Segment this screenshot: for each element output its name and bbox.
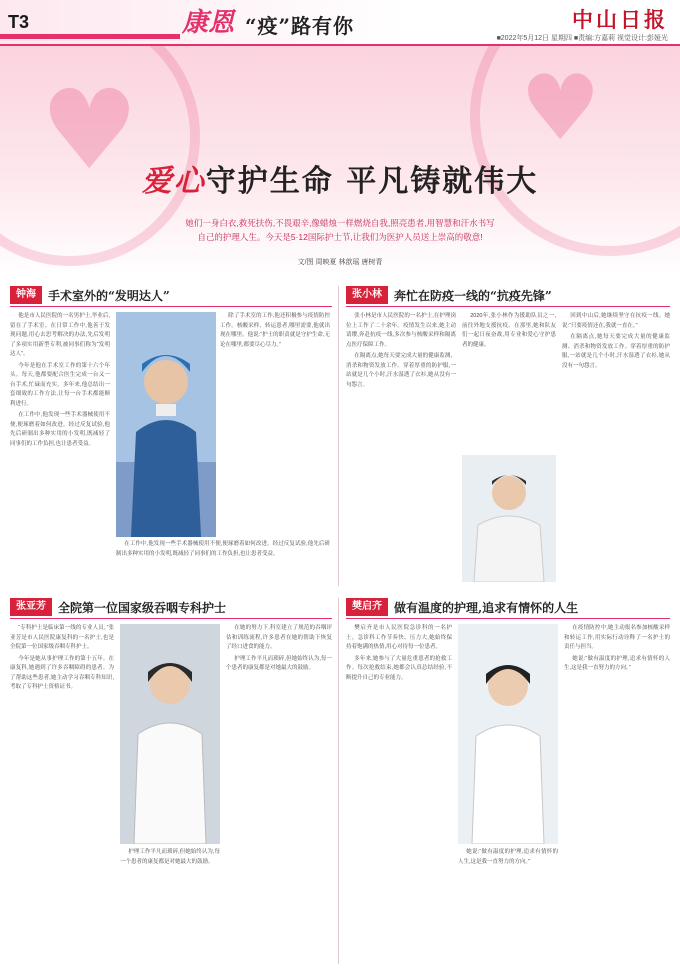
- section-rule: [346, 618, 670, 619]
- paragraph: 多年来,她参与了大量危重患者的抢救工作。每次抢救结束,她都会认真总结经验,不断提升自己的专业能力。: [346, 655, 452, 681]
- section-rule: [10, 618, 332, 619]
- paragraph: 她说:“做有温度的护理,追求有情怀的人生,这是我一直努力的方向。”: [564, 655, 670, 671]
- paragraph: 张小林是市人民医院的一名护士,在护理岗位上工作了二十余年。疫情发生以来,她主动请缨,奔赴抗疫一线,多次参与核酸采样和隔离点医疗保障工作。: [346, 313, 456, 348]
- nurse-photo: [120, 624, 220, 844]
- section-rule: [10, 306, 332, 307]
- paragraph: 在工作中,他发现一些手术器械使用不便,便琢磨着如何改进。经过反复试验,他先后研制出多种实用的小发明,既减轻了同事们的工作负担,也让患者受益。: [116, 541, 330, 557]
- article-column: [346, 624, 452, 964]
- nurse-photo: [462, 455, 556, 582]
- masthead: [0, 0, 680, 46]
- nurse-photo: [116, 312, 216, 537]
- paragraph: 在工作中,他发现一些手术器械使用不便,便琢磨着如何改进。经过反复试验,他先后研制出多种实用的小发明,既减轻了同事们的工作负担,也让患者受益。: [10, 412, 110, 447]
- section-tag: 钟海: [10, 286, 42, 304]
- dateline: ■2022年5月12日 星期四 ■责编:方嘉莉 视觉设计:彭娅光: [496, 35, 668, 42]
- column-divider: [338, 286, 339, 586]
- article-column: [10, 624, 114, 964]
- hero-intro: [120, 216, 560, 244]
- section-rule: [346, 306, 670, 307]
- paragraph: 樊启齐是市人民医院急诊科的一名护士。急诊科工作节奏快、压力大,她始终保持着饱满的热情,用心对待每一位患者。: [346, 625, 452, 650]
- accent-stripe: [0, 34, 180, 39]
- paragraph: 2020年,张小林作为援助队员之一,前往外地支援抗疫。在那里,她和队友们一起日夜奋战,用专业和爱心守护患者的健康。: [462, 313, 556, 348]
- paragraph: 在疫情防控中,她主动报名参加核酸采样和转运工作,用实际行动诠释了一名护士的责任与担当。: [564, 625, 670, 650]
- section-tag: 张小林: [346, 286, 388, 304]
- paragraph: 他是市人民医院的一名男护士,毕业后,留在了手术室。在日常工作中,他善于发现问题,用心去思考解决的办法,先后发明了多项实用新型专利,被同事们称为“发明达人”。: [10, 313, 110, 357]
- heart-icon: ♥: [520, 56, 601, 161]
- paragraph: 回到中山后,她继续坚守在抗疫一线。她说:“只要疫情还在,我就一直在。”: [562, 313, 670, 329]
- hero-intro-line: 她们一身白衣,救死扶伤,不畏艰辛,像蜡烛一样燃烧自我,照亮患者,用智慧和汗水书写: [185, 218, 495, 228]
- hero-banner: [0, 46, 680, 276]
- hero-title-rest: 守护生命 平凡铸就伟大: [205, 164, 539, 199]
- paragraph: 护理工作平凡而琐碎,但她始终认为,每一个患者的康复都是对她最大的鼓励。: [120, 849, 220, 865]
- hero-title-red: 爱心: [141, 164, 206, 199]
- paragraph: 今年是他在手术室工作的第十六个年头。每天,他都要配合医生完成一台又一台手术,忙碌而充实。多年来,他总结出一套细致的工作方法,让每一台手术都能顺利进行。: [10, 362, 110, 407]
- paragraph: 她说:“做有温度的护理,追求有情怀的人生,这是我一直努力的方向。”: [458, 849, 558, 865]
- article-column: [116, 540, 330, 585]
- section-title: 奔忙在防疫一线的“抗疫先锋”: [394, 288, 552, 303]
- article-column: [226, 624, 332, 964]
- section-header: [346, 286, 552, 304]
- slogan: “疫”路有你: [245, 14, 355, 38]
- paragraph: 在隔离点,她每天要完成大量的健康监测、消杀和物资发放工作。穿着厚重的防护服,一站就是几个小时,汗水湿透了衣衫,她从没有一句怨言。: [346, 353, 456, 388]
- article-column: [562, 312, 670, 582]
- nurse-photo: [458, 624, 558, 844]
- section-tag: 樊启齐: [346, 598, 388, 616]
- paragraph: 今年是她从事护理工作的第十五年。在康复科,她遇到了许多吞咽障碍的患者。为了帮助这些患者,她主动学习吞咽专科知识,考取了专科护士资格证书。: [10, 655, 114, 690]
- section-title: 手术室外的“发明达人”: [48, 288, 170, 303]
- section-tag: 张亚芳: [10, 598, 52, 616]
- article-column: [10, 312, 110, 582]
- hero-intro-line: 自己的护理人生。今天是5·12国际护士节,让我们为医护人员送上崇高的敬意!: [197, 232, 483, 242]
- section-header: [10, 286, 170, 304]
- paragraph: 护理工作平凡而琐碎,但她始终认为,每一个患者的康复都是对她最大的鼓励。: [226, 655, 332, 671]
- section-title: 做有温度的护理,追求有情怀的人生: [394, 600, 579, 615]
- article-column: [564, 624, 670, 964]
- paragraph: 在她的努力下,科室建立了规范的吞咽评估和训练流程,许多患者在她的帮助下恢复了经口进食的能力。: [226, 625, 332, 650]
- heart-icon: ♥: [40, 66, 139, 194]
- newspaper-brand: 中山日报: [572, 7, 668, 32]
- section-header: [346, 598, 578, 616]
- section-header: [10, 598, 226, 616]
- paragraph: “专科护士是临床第一线的专业人员。”张亚芳是市人民医院康复科的一名护士,也是全院第一位国家级吞咽专科护士。: [10, 625, 114, 650]
- article-column: [346, 312, 456, 582]
- section-title: 全院第一位国家级吞咽专科护士: [58, 600, 227, 615]
- byline: 文/图 周映夏 林歆瑶 唐树青: [297, 259, 383, 266]
- article-column: [220, 312, 330, 537]
- article-column: [462, 312, 556, 452]
- paragraph: 除了手术室的工作,他还积极参与疫情防控工作。核酸采样、转运患者,哪里需要,他就出现在哪里。他说:“护士的职责就是守护生命,无论在哪里,都要尽心尽力。”: [220, 313, 330, 348]
- column-divider: [338, 598, 339, 964]
- article-column: [458, 848, 558, 964]
- page-number: T3: [8, 12, 30, 32]
- paragraph: 在隔离点,她每天要完成大量的健康监测、消杀和物资发放工作。穿着厚重的防护服,一站就是几个小时,汗水湿透了衣衫,她从没有一句怨言。: [562, 334, 670, 369]
- hero-title: [0, 156, 680, 200]
- article-column: [120, 848, 220, 964]
- slogan-script: 康恩: [182, 8, 235, 38]
